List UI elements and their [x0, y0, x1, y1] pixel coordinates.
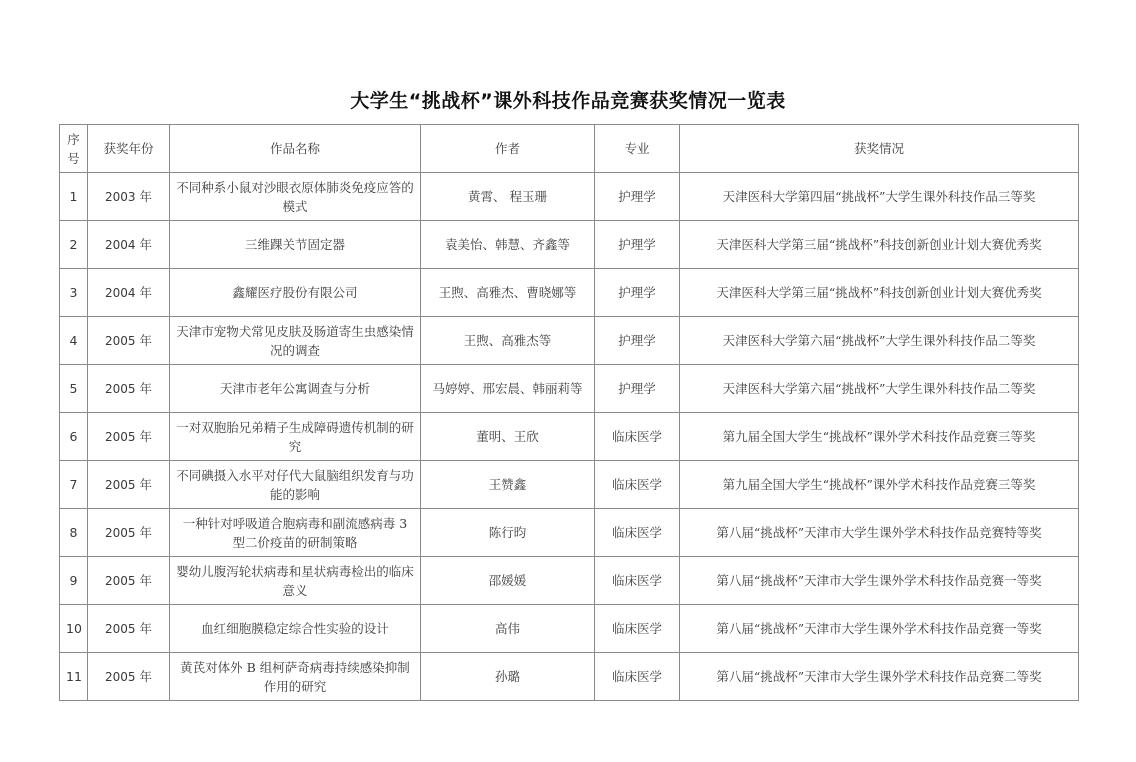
year-suffix: 年 [135, 476, 153, 492]
cell-seq: 5 [60, 365, 88, 413]
cell-name: 天津市宠物犬常见皮肤及肠道寄生虫感染情况的调查 [170, 317, 421, 365]
cell-author: 孙璐 [421, 653, 595, 701]
cell-award: 天津医科大学第六届“挑战杯”大学生课外科技作品二等奖 [680, 365, 1079, 413]
cell-name: 一对双胞胎兄弟精子生成障碍遗传机制的研究 [170, 413, 421, 461]
cell-seq: 4 [60, 317, 88, 365]
year-number: 2004 [104, 237, 136, 252]
cell-author: 王赞鑫 [421, 461, 595, 509]
cell-author: 马婷婷、邢宏晨、韩丽莉等 [421, 365, 595, 413]
year-suffix: 年 [135, 620, 153, 636]
cell-name: 婴幼儿腹泻轮状病毒和星状病毒检出的临床意义 [170, 557, 421, 605]
cell-major: 临床医学 [595, 605, 680, 653]
cell-name: 不同碘摄入水平对仔代大鼠脑组织发育与功能的影响 [170, 461, 421, 509]
cell-name: 一种针对呼吸道合胞病毒和副流感病毒 3 型二价疫苗的研制策略 [170, 509, 421, 557]
cell-year [88, 173, 170, 221]
cell-name: 黄芪对体外 B 组柯萨奇病毒持续感染抑制作用的研究 [170, 653, 421, 701]
year-number: 2005 [104, 573, 136, 588]
cell-major: 临床医学 [595, 461, 680, 509]
cell-major: 护理学 [595, 365, 680, 413]
year-number: 2005 [104, 333, 136, 348]
cell-major: 护理学 [595, 221, 680, 269]
cell-seq: 9 [60, 557, 88, 605]
cell-seq: 6 [60, 413, 88, 461]
cell-major: 临床医学 [595, 653, 680, 701]
cell-award: 第九届全国大学生“挑战杯”课外学术科技作品竞赛三等奖 [680, 461, 1079, 509]
cell-major: 临床医学 [595, 557, 680, 605]
cell-year [88, 557, 170, 605]
table-row [60, 173, 1079, 221]
table-row [60, 317, 1079, 365]
header-seq: 序号 [60, 125, 88, 173]
cell-major: 临床医学 [595, 413, 680, 461]
header-year: 获奖年份 [88, 125, 170, 173]
cell-major: 护理学 [595, 269, 680, 317]
cell-name: 鑫耀医疗股份有限公司 [170, 269, 421, 317]
page-title: 大学生“挑战杯”课外科技作品竞赛获奖情况一览表 [350, 90, 786, 112]
year-number: 2005 [104, 621, 136, 636]
year-suffix: 年 [135, 332, 153, 348]
cell-seq: 11 [60, 653, 88, 701]
year-number: 2004 [104, 285, 136, 300]
cell-year [88, 509, 170, 557]
header-author: 作者 [421, 125, 595, 173]
table-row [60, 413, 1079, 461]
header-name: 作品名称 [170, 125, 421, 173]
header-award: 获奖情况 [680, 125, 1079, 173]
cell-award: 第八届“挑战杯”天津市大学生课外学术科技作品竞赛一等奖 [680, 557, 1079, 605]
cell-seq: 8 [60, 509, 88, 557]
year-number: 2005 [104, 669, 136, 684]
cell-award: 第八届“挑战杯”天津市大学生课外学术科技作品竞赛一等奖 [680, 605, 1079, 653]
cell-year [88, 365, 170, 413]
cell-seq: 3 [60, 269, 88, 317]
year-number: 2005 [104, 477, 136, 492]
cell-year [88, 221, 170, 269]
table-row [60, 461, 1079, 509]
year-suffix: 年 [135, 188, 153, 204]
year-number: 2005 [104, 429, 136, 444]
cell-award: 第八届“挑战杯”天津市大学生课外学术科技作品竞赛二等奖 [680, 653, 1079, 701]
cell-seq: 1 [60, 173, 88, 221]
cell-author: 王煦、高雅杰等 [421, 317, 595, 365]
table-row [60, 221, 1079, 269]
cell-award: 天津医科大学第四届“挑战杯”大学生课外科技作品三等奖 [680, 173, 1079, 221]
header-major: 专业 [595, 125, 680, 173]
year-number: 2005 [104, 381, 136, 396]
cell-year [88, 413, 170, 461]
cell-award: 第九届全国大学生“挑战杯”课外学术科技作品竞赛三等奖 [680, 413, 1079, 461]
cell-author: 黄霄、 程玉珊 [421, 173, 595, 221]
cell-author: 董明、王欣 [421, 413, 595, 461]
cell-year [88, 653, 170, 701]
table-header-row [60, 125, 1079, 173]
cell-seq: 2 [60, 221, 88, 269]
cell-name: 血红细胞膜稳定综合性实验的设计 [170, 605, 421, 653]
cell-award: 天津医科大学第三届“挑战杯”科技创新创业计划大赛优秀奖 [680, 269, 1079, 317]
cell-name: 天津市老年公寓调查与分析 [170, 365, 421, 413]
year-suffix: 年 [135, 284, 153, 300]
cell-author: 王煦、高雅杰、曹晓娜等 [421, 269, 595, 317]
table-row [60, 653, 1079, 701]
cell-year [88, 461, 170, 509]
cell-author: 邵媛媛 [421, 557, 595, 605]
cell-name: 不同种系小鼠对沙眼衣原体肺炎免疫应答的模式 [170, 173, 421, 221]
table-row [60, 605, 1079, 653]
cell-award: 第八届“挑战杯”天津市大学生课外学术科技作品竞赛特等奖 [680, 509, 1079, 557]
year-number: 2005 [104, 525, 136, 540]
cell-author: 陈行昀 [421, 509, 595, 557]
cell-author: 袁美怡、韩慧、齐鑫等 [421, 221, 595, 269]
cell-year [88, 317, 170, 365]
year-suffix: 年 [135, 524, 153, 540]
award-table [59, 124, 1079, 701]
cell-award: 天津医科大学第三届“挑战杯”科技创新创业计划大赛优秀奖 [680, 221, 1079, 269]
year-suffix: 年 [135, 428, 153, 444]
year-suffix: 年 [135, 668, 153, 684]
table-row [60, 269, 1079, 317]
cell-seq: 7 [60, 461, 88, 509]
cell-major: 护理学 [595, 173, 680, 221]
cell-seq: 10 [60, 605, 88, 653]
cell-year [88, 269, 170, 317]
cell-name: 三维踝关节固定器 [170, 221, 421, 269]
cell-major: 护理学 [595, 317, 680, 365]
table-row [60, 557, 1079, 605]
year-suffix: 年 [135, 380, 153, 396]
year-number: 2003 [104, 189, 136, 204]
cell-award: 天津医科大学第六届“挑战杯”大学生课外科技作品二等奖 [680, 317, 1079, 365]
cell-author: 高伟 [421, 605, 595, 653]
cell-year [88, 605, 170, 653]
cell-major: 临床医学 [595, 509, 680, 557]
year-suffix: 年 [135, 236, 153, 252]
table-row [60, 365, 1079, 413]
table-row [60, 509, 1079, 557]
year-suffix: 年 [135, 572, 153, 588]
